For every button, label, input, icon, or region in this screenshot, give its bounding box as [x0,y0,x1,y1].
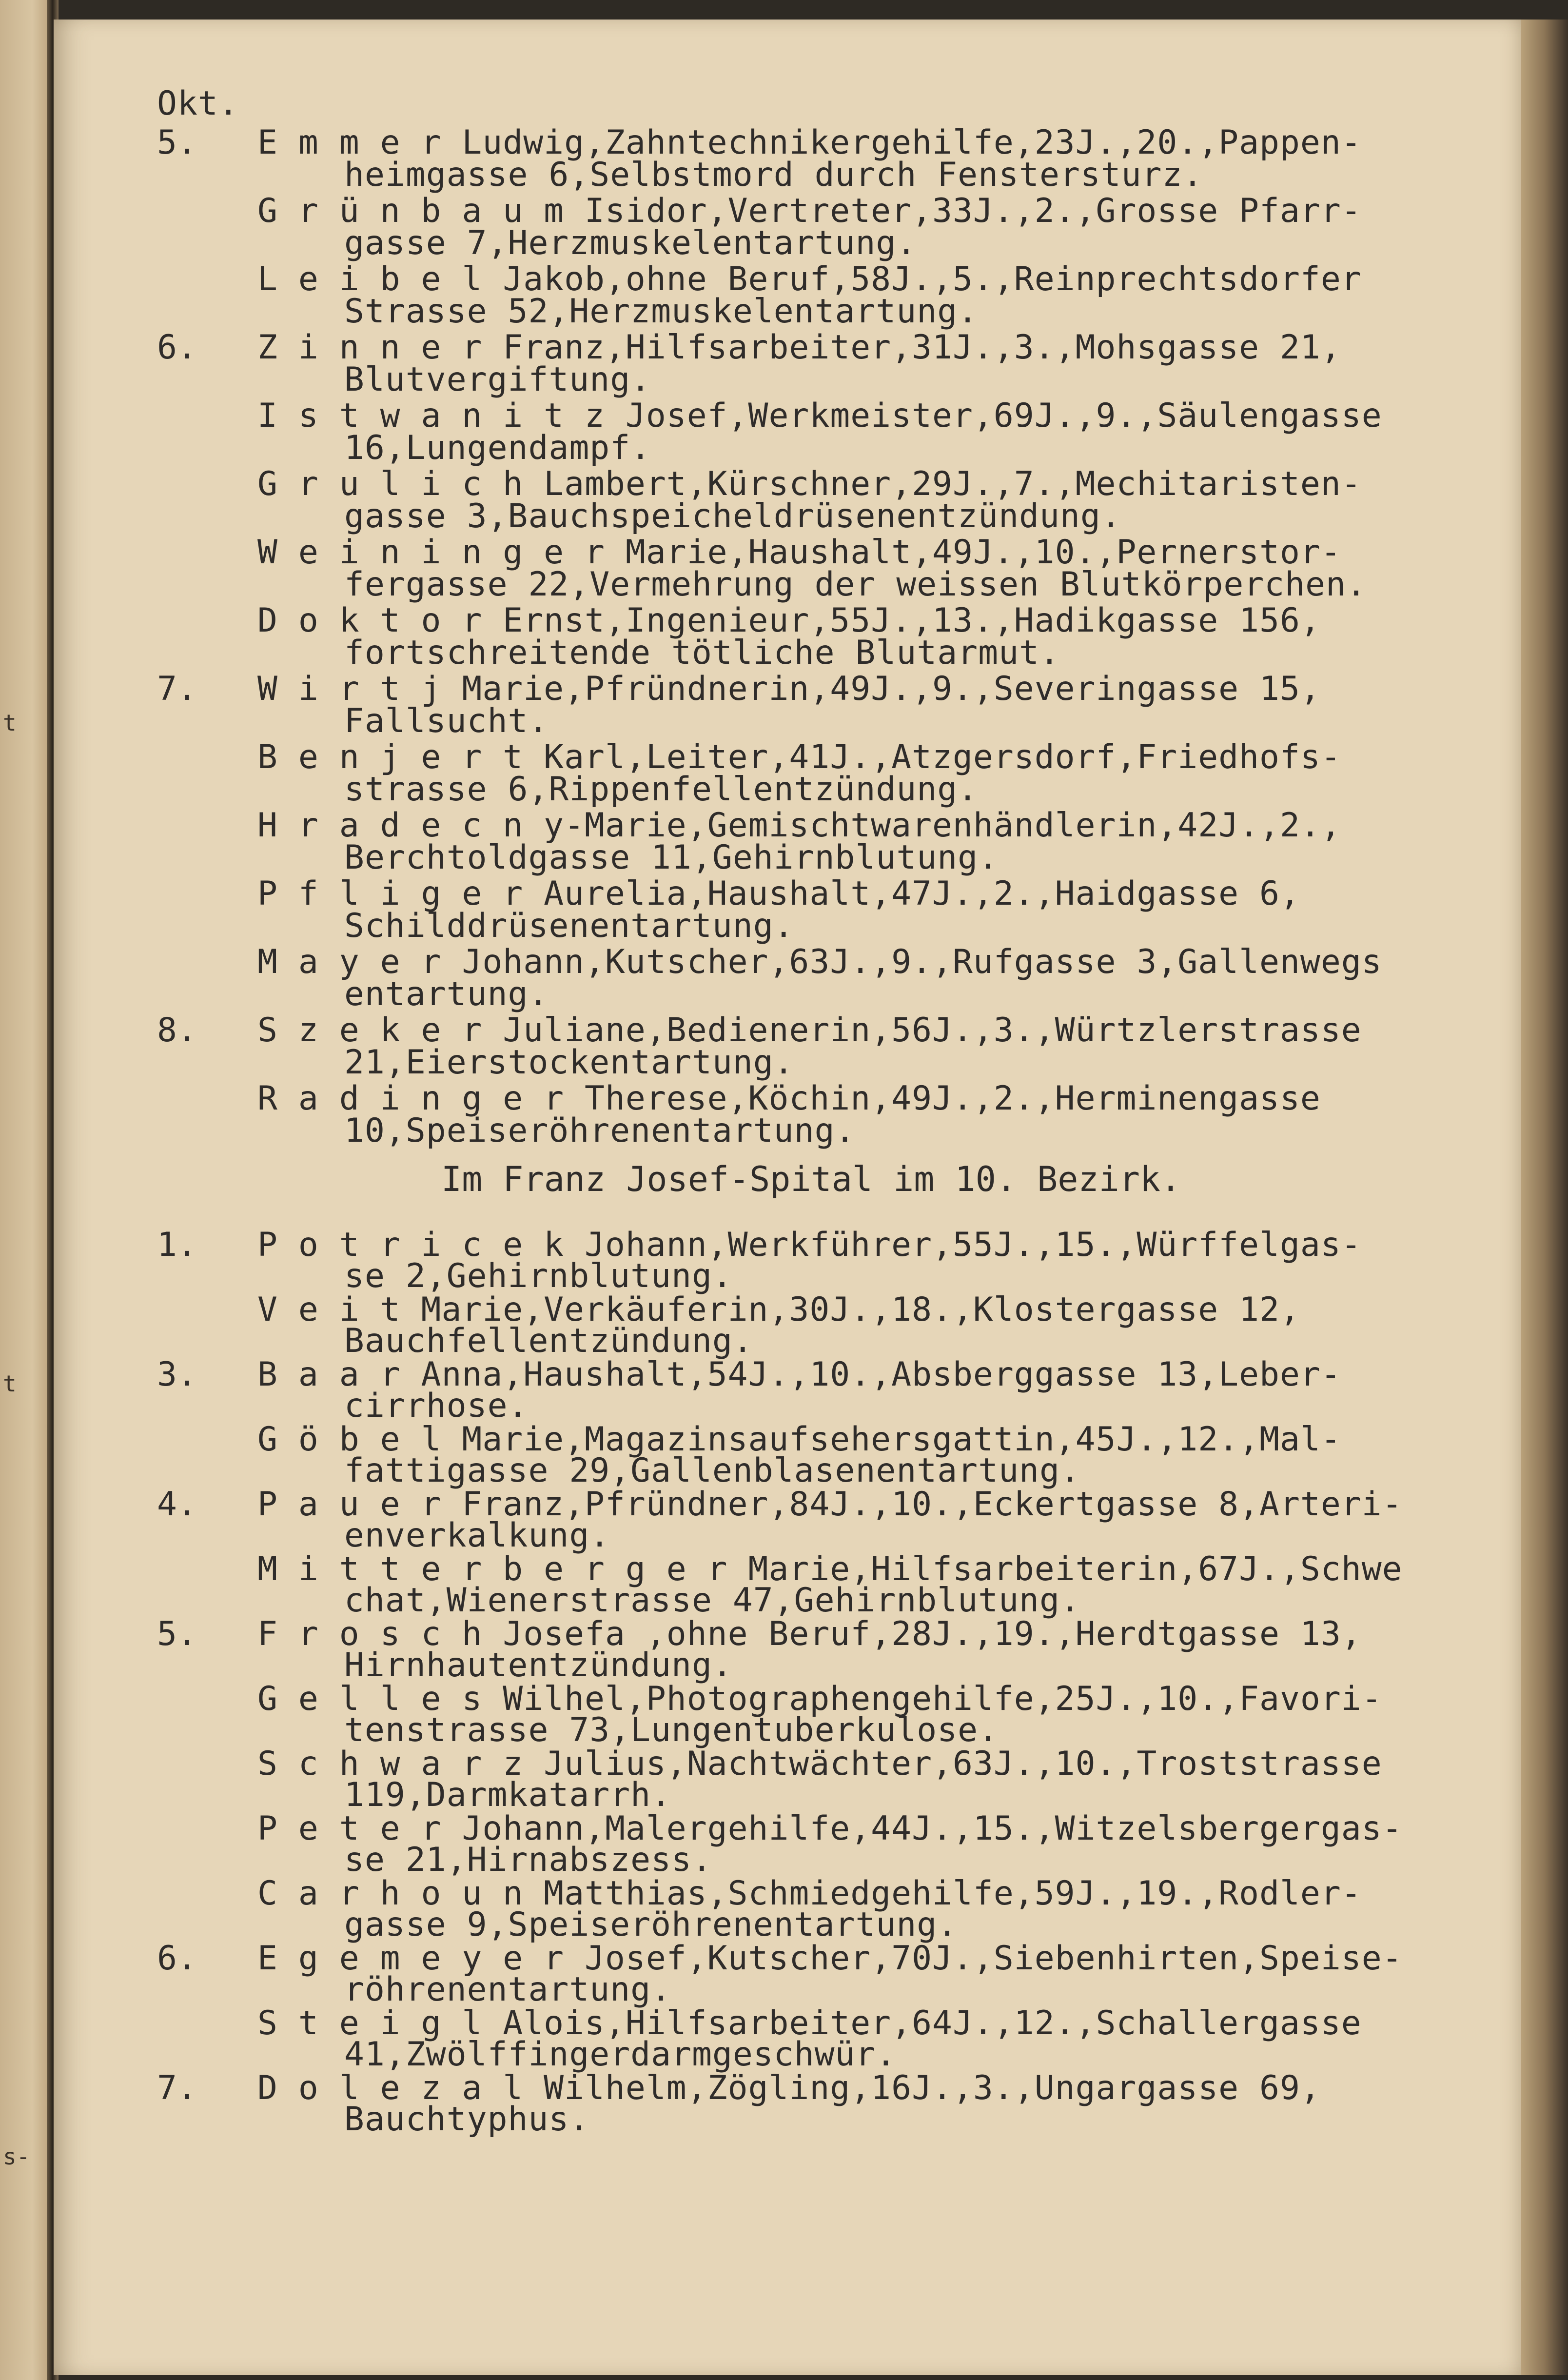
entry-line-2: se 2,Gehirnblutung. [344,1257,733,1295]
entry-day: 6. [157,1939,197,1978]
entry-line-1: M i t t e r b e r g e r Marie,Hilfsarbeiterin,67J.,Schwe [257,1550,1403,1588]
margin-fragment: s- [3,2143,30,2170]
entry-line-2: 10,Speiseröhrenentartung. [344,1111,856,1150]
entry-line-2: gasse 3,Bauchspeicheldrüsenentzündung. [344,497,1121,536]
entry-line-1: W e i n i n g e r Marie,Haushalt,49J.,10.,Pernerstor- [257,533,1341,572]
entry-line-1: S t e i g l Alois,Hilfsarbeiter,64J.,12.,Schallergasse [257,2004,1362,2043]
entry-day: 5. [157,123,197,162]
entry-line-1: I s t w a n i t z Josef,Werkmeister,69J.,9.,Säulengasse [257,397,1382,435]
month-label: Okt. [157,84,239,123]
entry-line-2: Bauchfellentzündung. [344,1322,753,1360]
entry-line-1: G e l l e s Wilhel,Photographengehilfe,25J.,10.,Favori- [257,1680,1382,1718]
entry-line-1: P a u e r Franz,Pfründner,84J.,10.,Eckertgasse 8,Arteri- [257,1485,1403,1524]
entry-line-2: Hirnhautentzündung. [344,1646,733,1685]
entry-line-2: Fallsucht. [344,702,549,740]
entry-day: 7. [157,2069,197,2107]
entry-line-1: V e i t Marie,Verkäuferin,30J.,18.,Klostergasse 12, [257,1290,1300,1329]
entry-line-1: B a a r Anna,Haushalt,54J.,10.,Absberggasse 13,Leber- [257,1355,1341,1394]
entry-line-2: se 21,Hirnabszess. [344,1841,712,1879]
entry-line-1: S c h w a r z Julius,Nachtwächter,63J.,10.,Troststrasse [257,1745,1382,1783]
entry-line-1: H r a d e c n y-Marie,Gemischtwarenhändlerin,42J.,2., [257,806,1341,845]
entry-day: 7. [157,670,197,708]
entry-line-1: P f l i g e r Aurelia,Haushalt,47J.,2.,Haidgasse 6, [257,874,1300,913]
entry-line-1: P e t e r Johann,Malergehilfe,44J.,15.,Witzelsbergergas- [257,1809,1403,1848]
entry-line-1: D o k t o r Ernst,Ingenieur,55J.,13.,Hadikgasse 156, [257,601,1321,640]
entry-line-1: G ö b e l Marie,Magazinsaufsehersgattin,45J.,12.,Mal- [257,1420,1341,1459]
entry-line-2: heimgasse 6,Selbstmord durch Fenstersturz. [344,156,1203,194]
entry-day: 6. [157,328,197,367]
entry-line-2: röhrenentartung. [344,1970,672,2009]
entry-line-1: Z i n n e r Franz,Hilfsarbeiter,31J.,3.,Mohsgasse 21, [257,328,1341,367]
entry-line-2: 21,Eierstockentartung. [344,1043,794,1082]
entry-day: 5. [157,1615,197,1653]
entry-line-1: R a d i n g e r Therese,Köchin,49J.,2.,Herminengasse [257,1079,1321,1118]
entry-line-1: E g e m e y e r Josef,Kutscher,70J.,Siebenhirten,Speise- [257,1939,1403,1978]
margin-fragment: t [3,710,17,736]
entry-line-1: W i r t j Marie,Pfründnerin,49J.,9.,Severingasse 15, [257,670,1321,708]
entry-line-1: F r o s c h Josefa ,ohne Beruf,28J.,19.,Herdtgasse 13, [257,1615,1362,1653]
entry-line-2: cirrhose. [344,1387,529,1425]
entry-line-2: strasse 6,Rippenfellentzündung. [344,770,979,809]
entry-line-1: S z e k e r Juliane,Bedienerin,56J.,3.,Würtzlerstrasse [257,1011,1362,1050]
entry-line-1: G r ü n b a u m Isidor,Vertreter,33J.,2.,Grosse Pfarr- [257,192,1362,230]
entry-line-1: E m m e r Ludwig,Zahntechnikergehilfe,23J.,20.,Pappen- [257,123,1362,162]
entry-line-2: chat,Wienerstrasse 47,Gehirnblutung. [344,1581,1080,1620]
entry-line-2: fattigasse 29,Gallenblasenentartung. [344,1451,1080,1490]
page-edge [1521,20,1568,2375]
entry-line-2: fergasse 22,Vermehrung der weissen Blutkörperchen. [344,565,1367,604]
entry-line-2: Schilddrüsenentartung. [344,907,794,945]
entry-day: 3. [157,1355,197,1394]
entry-line-1: G r u l i c h Lambert,Kürschner,29J.,7.,Mechitaristen- [257,465,1362,503]
entry-line-2: gasse 9,Speiseröhrenentartung. [344,1905,958,1944]
entry-line-1: P o t r i c e k Johann,Werkführer,55J.,15.,Würffelgas- [257,1226,1362,1264]
entry-line-2: gasse 7,Herzmuskelentartung. [344,224,917,262]
entry-line-2: entartung. [344,975,549,1013]
entry-line-2: Strasse 52,Herzmuskelentartung. [344,292,979,331]
entry-line-2: Bauchtyphus. [344,2100,590,2139]
entry-day: 4. [157,1485,197,1524]
entry-line-1: B e n j e r t Karl,Leiter,41J.,Atzgersdorf,Friedhofs- [257,738,1341,776]
entry-day: 1. [157,1226,197,1264]
entry-line-2: tenstrasse 73,Lungentuberkulose. [344,1711,999,1749]
entry-line-2: 119,Darmkatarrh. [344,1776,672,1814]
entry-line-2: Berchtoldgasse 11,Gehirnblutung. [344,838,999,877]
entry-line-2: Blutvergiftung. [344,360,651,399]
entry-line-2: 16,Lungendampf. [344,429,651,467]
margin-fragment: t [3,1370,17,1397]
entry-line-2: enverkalkung. [344,1516,610,1555]
section-heading: Im Franz Josef-Spital im 10. Bezirk. [441,1159,1181,1199]
entry-line-2: fortschreitende tötliche Blutarmut. [344,634,1060,672]
entry-line-1: C a r h o u n Matthias,Schmiedgehilfe,59J.,19.,Rodler- [257,1874,1362,1913]
entry-line-1: D o l e z a l Wilhelm,Zögling,16J.,3.,Ungargasse 69, [257,2069,1321,2107]
entry-line-1: L e i b e l Jakob,ohne Beruf,58J.,5.,Reinprechtsdorfer [257,260,1362,298]
adjacent-page-edge [0,0,54,2380]
entry-day: 8. [157,1011,197,1050]
entry-line-1: M a y e r Johann,Kutscher,63J.,9.,Rufgasse 3,Gallenwegs [257,943,1382,981]
entry-line-2: 41,Zwölffingerdarmgeschwür. [344,2035,897,2074]
